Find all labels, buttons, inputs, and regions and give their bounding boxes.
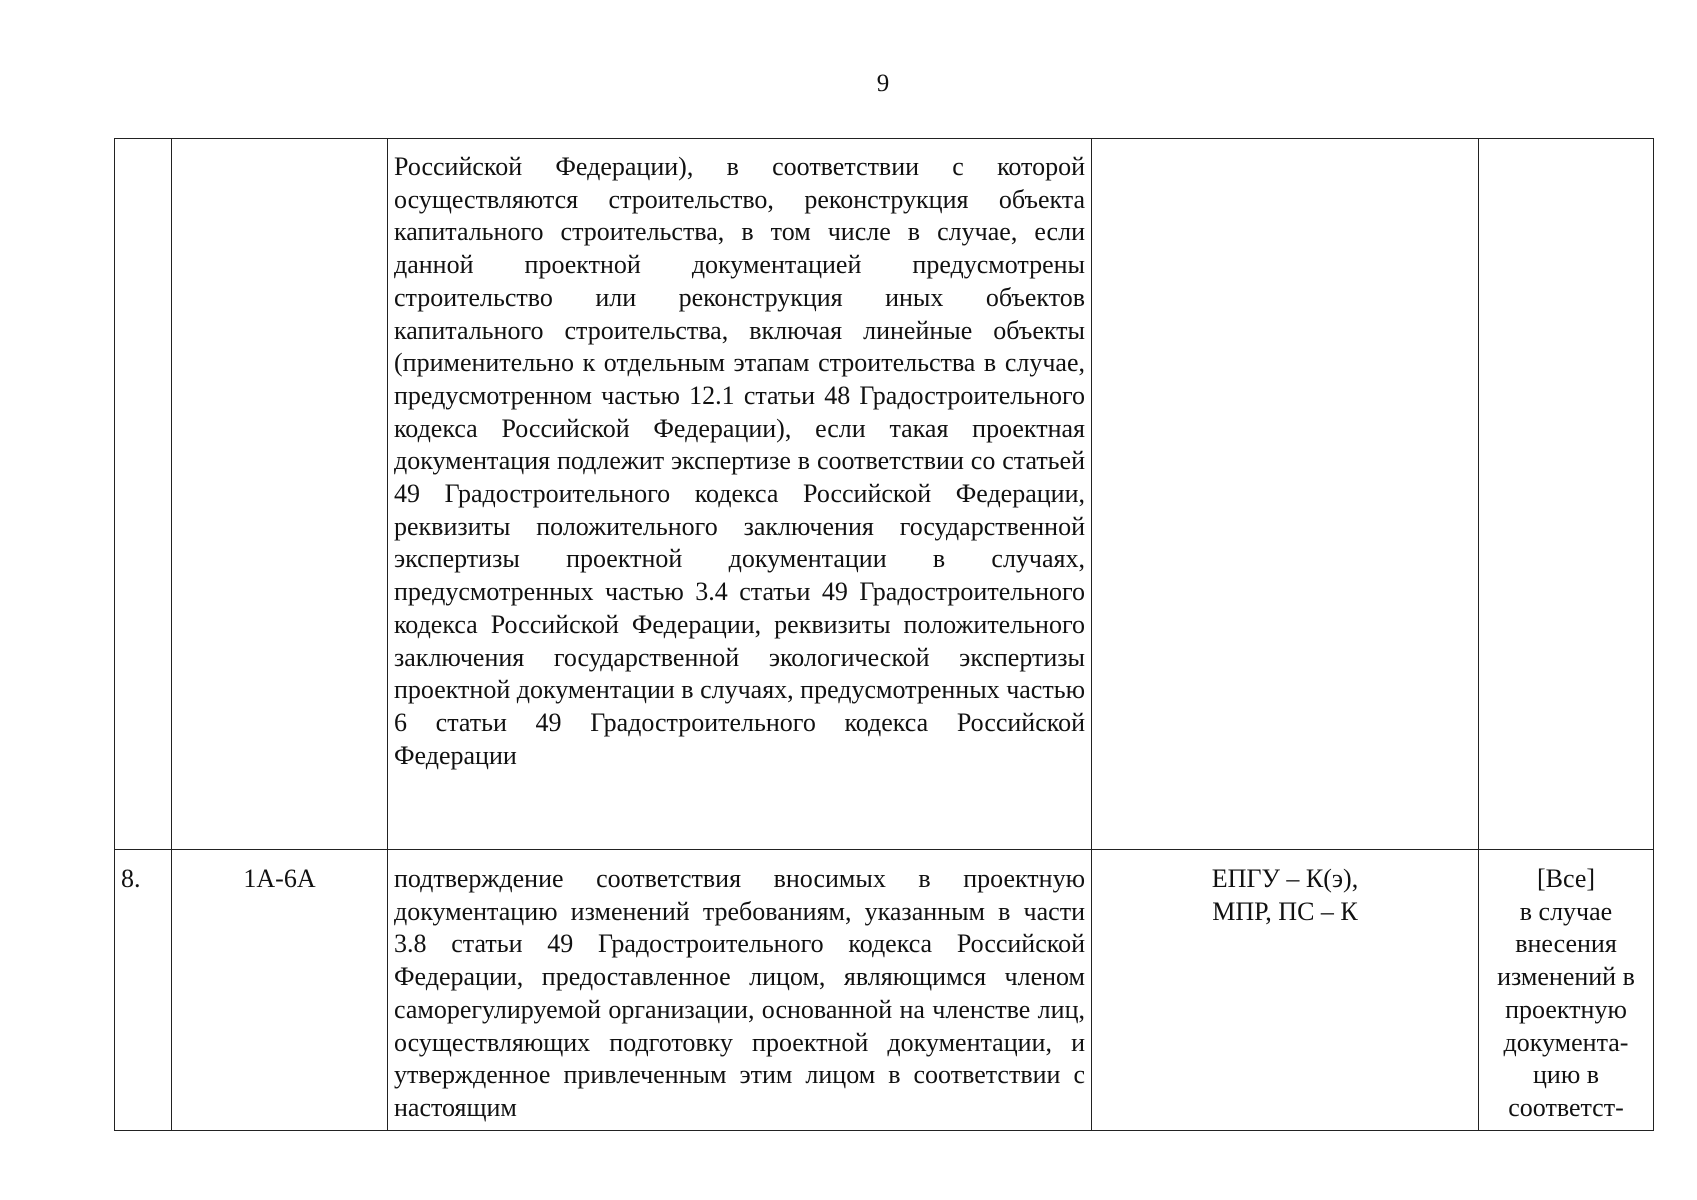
row-channel-cell	[1092, 850, 1479, 1131]
condition-line: цию в	[1532, 1060, 1600, 1090]
row-number-cell	[115, 139, 172, 850]
row-description-text: подтверждение соответствия вносимых в проектную документацию изменений требованиям, указанным в части 3.8 статьи 49 Градостроительного кодекса Российской Федерации, предоставленное лицом, являющимся членом саморегулируемой организации, основанной на членстве лиц, осуществляющих подготовку проектной документации, и утвержденное привлеченным этим лицом в соответствии с настоящим	[394, 864, 1085, 1122]
condition-line: внесения	[1515, 929, 1617, 959]
row-description-cell	[388, 139, 1092, 850]
row-code-cell: 1А-6А	[172, 850, 388, 1131]
page-number: 9	[876, 70, 890, 97]
condition-line: документа-	[1503, 1027, 1629, 1057]
row-condition-cell	[1479, 139, 1654, 850]
condition-line: [Все]	[1536, 864, 1596, 893]
condition-line: изменений в	[1497, 962, 1635, 992]
requirements-table	[114, 138, 1654, 1131]
row-description-cell	[388, 850, 1092, 1131]
channel-line: ЕПГУ – К(э),	[1211, 864, 1359, 893]
row-number-cell: 8.	[115, 850, 172, 1131]
row-condition-cell	[1479, 850, 1654, 1131]
condition-line: в случае	[1519, 896, 1613, 926]
condition-line: соответст-	[1508, 1092, 1624, 1122]
table-row	[115, 850, 1654, 1131]
row-description-text: Российской Федерации), в соответствии с которой осуществляются строительство, реконструкция объекта капитального строительства, в том числе в случае, если данной проектной документацией предусмотрены строительство или реконструкция иных объектов капитального строительства, включая линейные объекты (применительно к отдельным этапам строительства в случае, предусмотренном частью 12.1 статьи 48 Градостроительного кодекса Российской Федерации), если такая проектная документация подлежит экспертизе в соответствии со статьей 49 Градостроительного кодекса Российской Федерации, реквизиты положительного заключения государственной экспертизы проектной документации в случаях, предусмотренных частью 3.4 статьи 49 Градостроительного кодекса Российской Федерации, реквизиты положительного заключения государственной экологической экспертизы проектной документации в случаях, предусмотренных частью 6 статьи 49 Градостроительного кодекса Российской Федерации	[394, 152, 1085, 770]
condition-line: проектную	[1505, 994, 1627, 1024]
row-channel-cell	[1092, 139, 1479, 850]
channel-line: МПР, ПС – К	[1212, 896, 1358, 926]
table-row	[115, 139, 1654, 850]
row-code-cell	[172, 139, 388, 850]
